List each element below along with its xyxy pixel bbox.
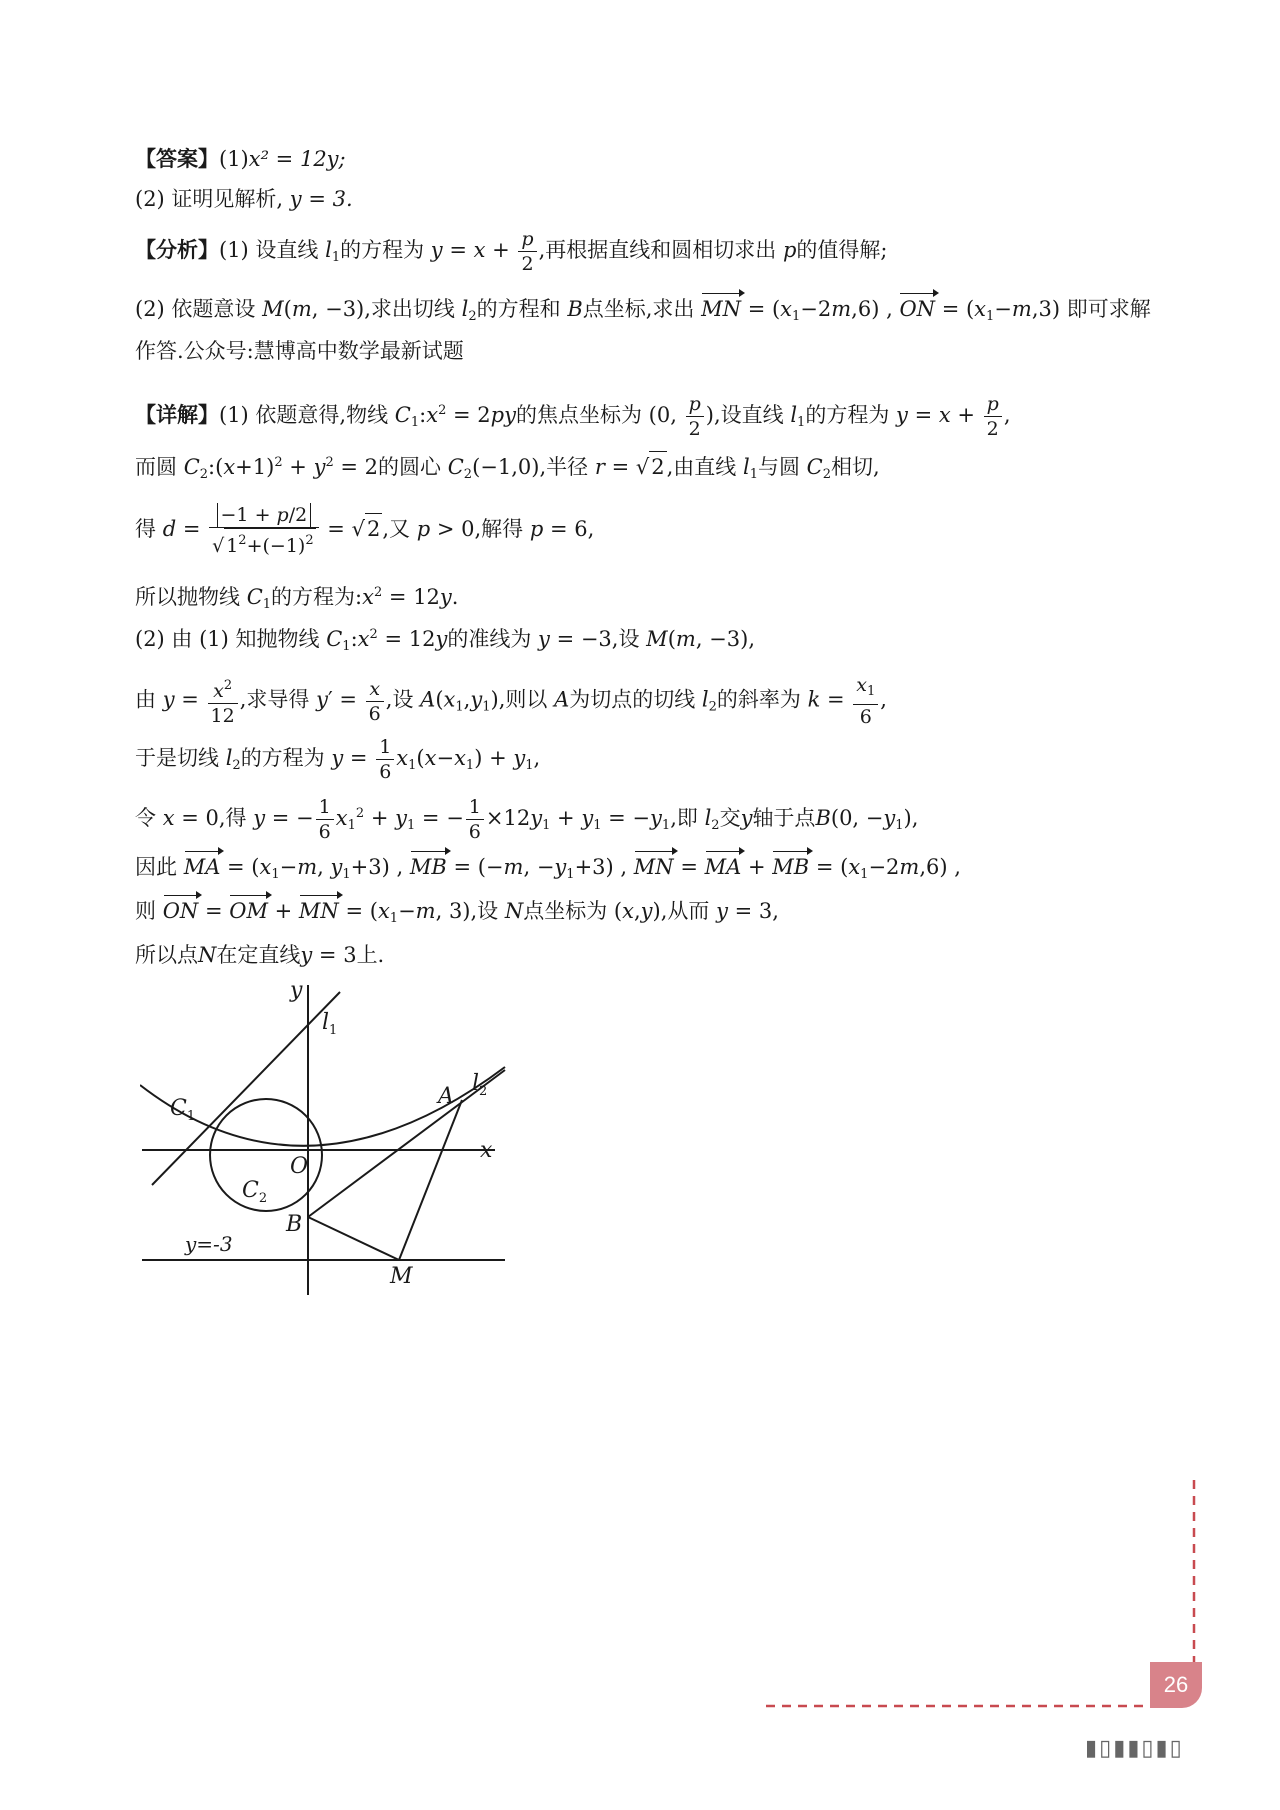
detail-text: 轴于点 <box>752 806 816 830</box>
detail-text: 的方程为: <box>271 585 363 609</box>
detail-text: ,得 <box>218 806 247 830</box>
label-l1: $l_1$ <box>322 1010 338 1038</box>
detail-text: 相切, <box>831 455 880 479</box>
label-l2: $l_2$ <box>472 1071 488 1099</box>
tangent-line-l1 <box>152 992 340 1185</box>
detail-text: 由 <box>135 687 156 712</box>
answer-part1-equation: x² = 12y; <box>248 147 346 171</box>
detail-text: 得 <box>135 517 156 541</box>
detail-text: 因此 <box>135 855 177 879</box>
detail-text: ,求导得 <box>239 687 310 712</box>
detail-text: 于是切线 <box>135 746 219 770</box>
detail-text: (2) 由 (1) 知抛物线 <box>135 627 320 651</box>
analysis-line-2: (2) 依题意设 M(m, −3),求出切线 $l_2$的方程和 B点坐标,求出 MN = $(x_1-2m,6)$ , ON = $(x_1-m,3)$ 即可求解 <box>135 294 1151 332</box>
analysis-text: 的方程为 <box>340 238 425 262</box>
detail-text: 的焦点坐标为 <box>515 403 642 427</box>
analysis-text: 点坐标,求出 <box>582 297 695 321</box>
detail-text: 则 <box>135 899 156 923</box>
page-number-badge: 26 <box>1150 1662 1202 1708</box>
label-y-axis: y <box>290 978 303 1003</box>
detail-line-4: 所以抛物线 $C_1$的方程为$:x^2 = 12y$. <box>135 585 459 612</box>
detail-text: 交 <box>719 806 741 830</box>
label-origin: O <box>290 1154 309 1179</box>
detail-line-3: 得 d = $\frac{-1 + p/2}{√ 1^2+(-1)^2}$ = √2,又 p > 0,解得 p = 6, <box>135 504 595 557</box>
detail-text: ,由直线 <box>666 455 737 479</box>
detail-line-7: 于是切线 $l_2$的方程为 y = $\frac{1}{6}$ $x_1(x-x_1) + y_1$, <box>135 736 541 783</box>
detail-text: ,解得 <box>474 517 524 541</box>
detail-text: 在定直线 <box>216 943 301 967</box>
label-point-a: A <box>438 1084 454 1109</box>
answer-line-1 <box>135 144 346 174</box>
label-c1: $C_1$ <box>170 1096 196 1124</box>
answer-part2-text: (2) 证明见解析, <box>135 187 284 211</box>
label-x-axis: x <box>480 1138 493 1163</box>
answer-part1-prefix: (1) <box>219 147 249 171</box>
analysis-text: ,求出切线 <box>364 297 455 321</box>
detail-line-6: 由 y = $\frac{x^2}{12}$ ,求导得 y′ = $\frac{x}{6}$ ,设 $A(x_1,y_1)$,则以 A为切点的切线 $l_2$的斜率为 k = $\frac{x_1}{6}$ , <box>135 674 887 728</box>
detail-line-8: 令 x = 0,得 y = − $\frac{1}{6}$ $x_1^2 + y_1$ = − $\frac{1}{6}$ $\times 12y_1 + y_1 = -y_1$,即 $l_2$交y轴于点B(0, $-y_1$), <box>135 796 919 843</box>
detail-line-11: 所以点N在定直线y = 3上. <box>135 943 385 967</box>
detail-text: ,则以 <box>498 687 548 712</box>
geometry-figure <box>140 975 520 1305</box>
detail-line-10: 则 ON = OM + MN = ($x_1-m$, 3),设 N点坐标为 (x,y),从而 y = 3, <box>135 896 779 934</box>
analysis-line-3: 作答.公众号:慧博高中数学最新试题 <box>135 339 464 363</box>
detail-text: ,又 <box>382 517 411 541</box>
detail-text: 点坐标为 <box>523 899 608 923</box>
detail-text: ,设 <box>470 899 499 923</box>
detail-line-2: 而圆 $C_2:(x+1)^2 + y^2 = 2$的圆心 $C_2(-1,0)$,半径 r = √2,由直线 $l_1$与圆 $C_2$相切, <box>135 448 880 490</box>
detail-text: 为切点的切线 <box>569 687 696 712</box>
analysis-text: 的方程和 <box>476 297 561 321</box>
answer-tag: 【答案】 <box>135 146 219 171</box>
analysis-tag: 【分析】 <box>135 237 219 262</box>
detail-text: 的圆心 <box>378 455 442 479</box>
detail-text: 的准线为 <box>447 627 532 651</box>
analysis-line-1: 【分析】(1) 设直线 $l_1$的方程为 y = x + $\frac{p}{2}$ ,再根据直线和圆相切求出 p的值得解; <box>135 228 888 275</box>
bottom-mark: ▮▯▮▮▯▮▯ <box>1085 1735 1184 1760</box>
detail-text: 上. <box>356 943 385 967</box>
detail-text: 令 <box>135 806 156 830</box>
detail-text: ,半径 <box>539 455 589 479</box>
segment-bm <box>308 1217 399 1260</box>
analysis-text: ,再根据直线和圆相切求出 <box>538 238 777 262</box>
label-directrix: y=-3 <box>185 1232 233 1256</box>
detail-text: ,设直线 <box>713 403 784 427</box>
detail-tag: 【详解】 <box>135 402 219 427</box>
label-point-m: M <box>390 1264 413 1289</box>
detail-text: ,即 <box>670 806 698 830</box>
detail-text: 的斜率为 <box>716 687 801 712</box>
detail-text: ,从而 <box>660 899 710 923</box>
detail-text: 所以抛物线 <box>135 585 240 609</box>
detail-text: (1) 依题意得,物线 <box>219 403 389 427</box>
detail-text: 的方程为 <box>240 746 325 770</box>
detail-text: ,设 <box>611 627 640 651</box>
detail-text: 而圆 <box>135 455 177 479</box>
detail-text: 与圆 <box>757 455 800 479</box>
answer-part2-equation: y = 3. <box>289 187 353 211</box>
analysis-text: (1) 设直线 <box>219 238 319 262</box>
detail-text: ,设 <box>385 687 414 712</box>
detail-line-9: 因此 MA = ($x_1-m$, $y_1+3$) , MB = (−m, $-y_1+3$) , MN = MA + MB = $(x_1-2m,6)$ , <box>135 852 961 890</box>
detail-line-5: (2) 由 (1) 知抛物线 $C_1:x^2 = 12y$的准线为 y = −3,设 M(m, −3), <box>135 627 755 654</box>
detail-text: 所以点 <box>135 943 198 967</box>
analysis-text: 的值得解; <box>796 238 888 262</box>
label-point-b: B <box>286 1212 303 1237</box>
analysis-text: (2) 依题意设 <box>135 297 256 321</box>
answer-line-2 <box>135 184 353 214</box>
detail-text: 的方程为 <box>805 403 890 427</box>
analysis-text: 即可求解 <box>1066 297 1151 321</box>
label-c2: $C_2$ <box>242 1178 268 1206</box>
detail-line-1: 【详解】(1) 依题意得,物线 $C_1:x^2 = 2py$的焦点坐标为 (0, $\frac{p}{2}$ ),设直线 $l_1$的方程为 y = x + $\frac{p}{2}$ , <box>135 393 1011 440</box>
